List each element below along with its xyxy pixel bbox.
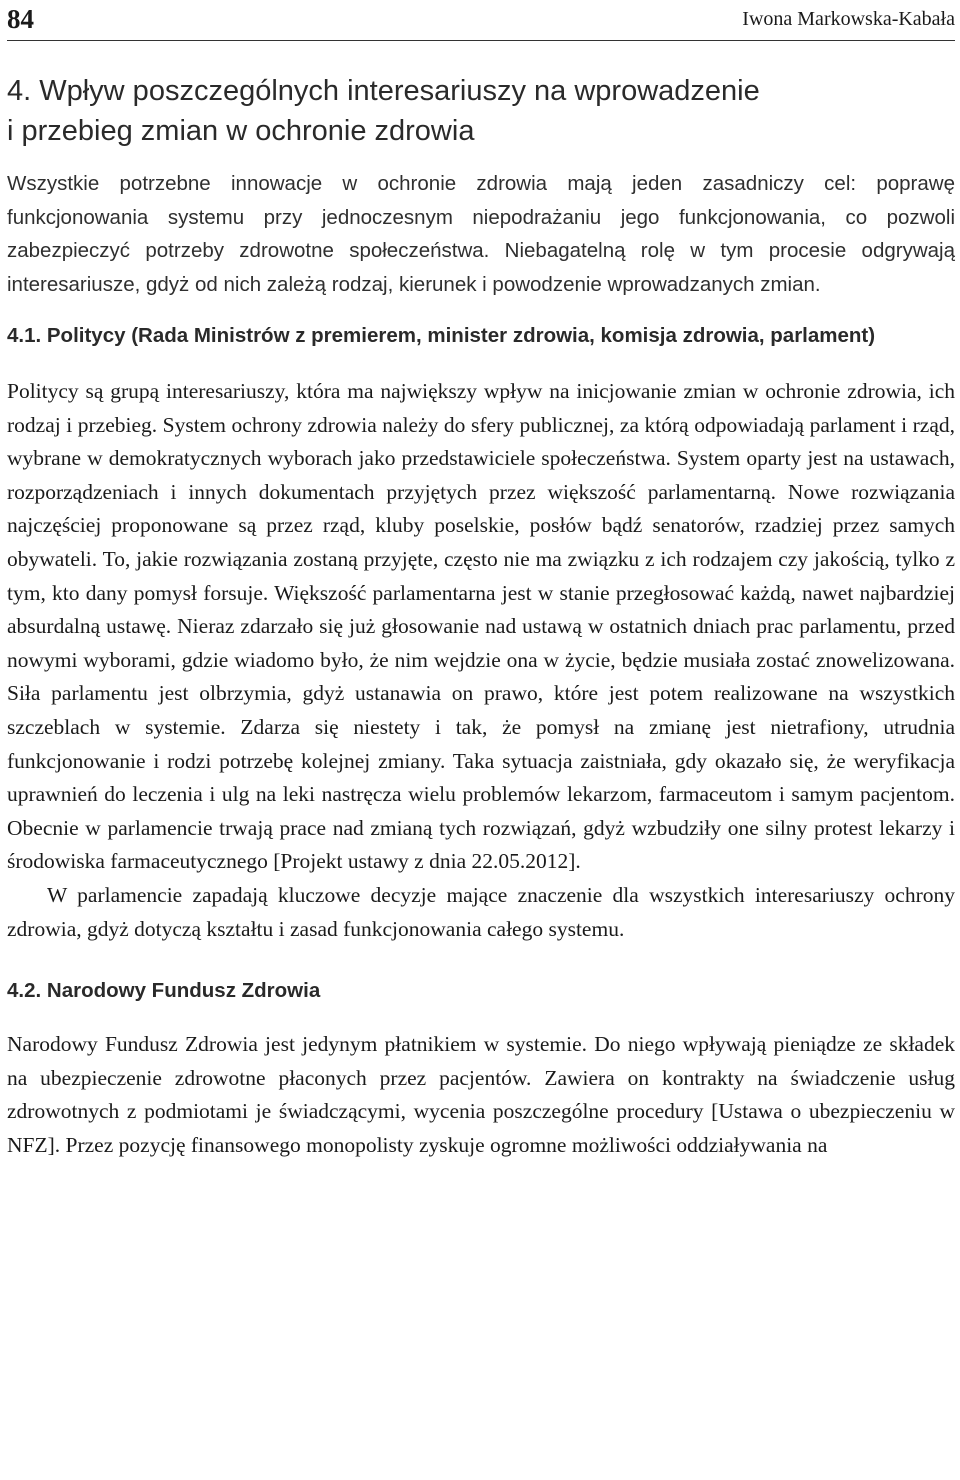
- page-header: [7, 0, 955, 41]
- running-head-author: Iwona Markowska-Kabała: [742, 8, 955, 30]
- chapter-title-line-1: 4. Wpływ poszczególnych interesariuszy na wprowadzenie: [7, 75, 760, 107]
- section-4-2-heading: 4.2. Narodowy Fundusz Zdrowia: [7, 979, 321, 1003]
- book-page: [7, 0, 955, 1162]
- section-4-1-paragraph-2: W parlamencie zapadają kluczowe decyzje mające znaczenie dla wszystkich interesariuszy ochrony zdrowia, gdyż dotyczą kształtu i zasad funkcjonowania całego systemu.: [7, 882, 955, 941]
- section-4-1-paragraph-1: Politycy są grupą interesariuszy, która ma największy wpływ na inicjowanie zmian w ochronie zdrowia, ich rodzaj i przebieg. System ochrony zdrowia należy do sfery publicznej, za którą odpowiadają parlament i rząd, wybrane w demokratycznych wyborach jako przedstawiciele społeczeństwa. System oparty jest na ustawach, rozporządzeniach i innych dokumentach przyjętych przez większość parlamentarną. Nowe rozwiązania najczęściej proponowane są przez rząd, kluby poselskie, posłów bądź senatorów, rzadziej przez samych obywateli. To, jakie rozwiązania zostaną przyjęte, często nie ma związku z ich rodzajem czy jakością, tylko z tym, kto dany pomysł forsuje. Większość parlamentarna jest w stanie przegłosować każdą, nawet najbardziej absurdalną ustawę. Nieraz zdarzało się już głosowanie nad ustawą w ostatnich dniach prac parlamentu, przed nowymi wyborami, gdzie wiadomo było, że nim wejdzie ona w życie, będzie musiała zostać znowelizowana. Siła parlamentu jest olbrzymia, gdyż ustanawia on prawo, które jest potem realizowane na wszystkich szczeblach w systemie. Zdarza się niestety i tak, że pomysł na zmianę jest nietrafiony, utrudnia funkcjonowanie i rodzi potrzebę kolejnej zmiany. Taka sytuacja zaistniała, gdy okazało się, że weryfikacja uprawnień do leczenia i ulg na leki nastręcza wielu problemów lekarzom, farmaceutom i samym pacjentom. Obecnie w parlamencie trwają prace nad zmianą tych rozwiązań, gdyż wzbudziły one silny protest lekarzy i środowiska farmaceutycznego [Projekt ustawy z dnia 22.05.2012].: [7, 379, 955, 874]
- chapter-title-line-2: i przebieg zmian w ochronie zdrowia: [7, 115, 475, 147]
- page-number: 84: [7, 4, 34, 34]
- chapter-title: [7, 71, 955, 151]
- section-4-1-heading: 4.1. Politycy (Rada Ministrów z premierem, minister zdrowia, komisja zdrowia, parlament): [7, 324, 876, 347]
- section-4-2-paragraph-1: Narodowy Fundusz Zdrowia jest jedynym płatnikiem w systemie. Do niego wpływają pieniądze ze składek na ubezpieczenie zdrowotne płaconych przez pacjentów. Zawiera on kontrakty na świadczenie usług zdrowotnych z podmiotami je świadczącymi, wycenia poszczególne procedury [Ustawa o ubezpieczeniu w NFZ]. Przez pozycję finansowego monopolisty zyskuje ogromne możliwości oddziaływania na: [7, 1032, 955, 1157]
- chapter-intro-paragraph: Wszystkie potrzebne innowacje w ochronie zdrowia mają jeden zasadniczy cel: poprawę funkcjonowania systemu przy jednoczesnym niepodrażaniu jego funkcjonowania, co pozwoli zabezpieczyć potrzeby zdrowotne społeczeństwa. Niebagatelną rolę w tym procesie odgrywają interesariusze, gdyż od nich zależą rodzaj, kierunek i powodzenie wprowadzanych zmian.: [7, 172, 955, 296]
